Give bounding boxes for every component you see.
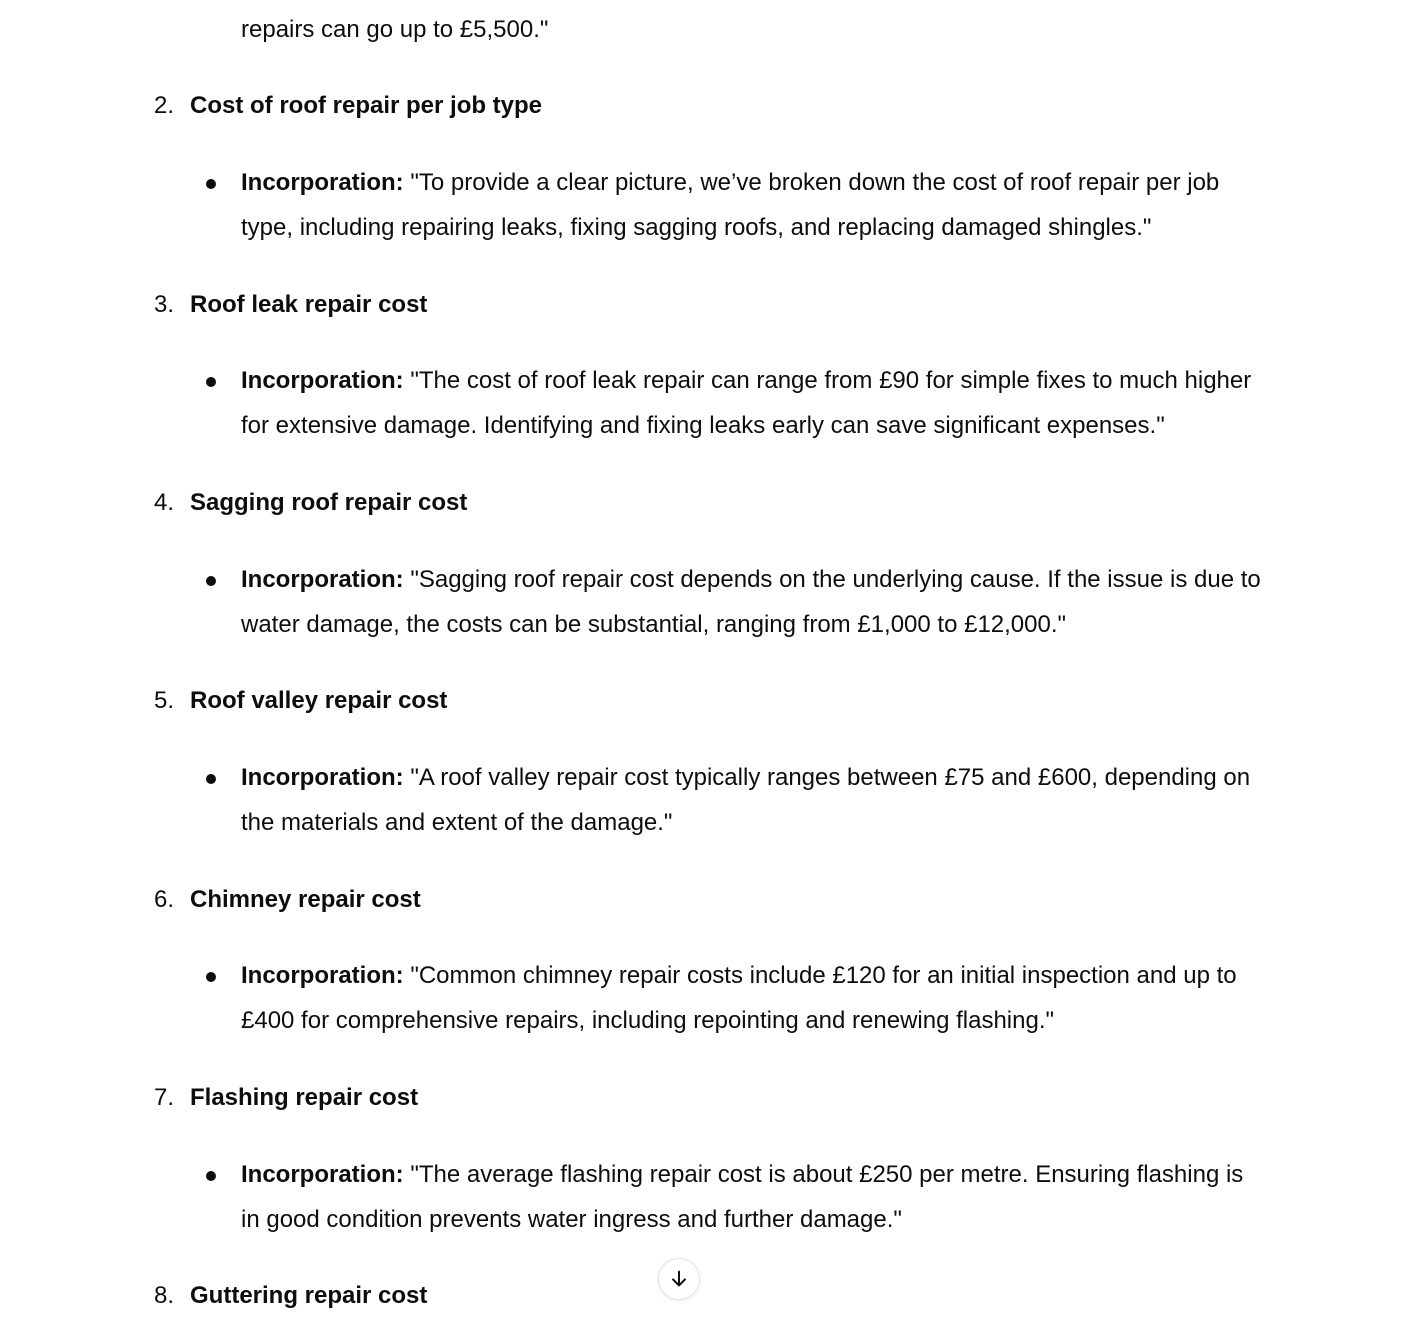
list-item-heading: Roof leak repair cost (190, 291, 428, 318)
list-item-number: 2. (154, 92, 175, 119)
list-item-heading: Chimney repair cost (190, 886, 421, 913)
list-item-number: 4. (154, 489, 175, 516)
bullet-text: "The average flashing repair cost is about £250 per metre. Ensuring flashing is (410, 1161, 1244, 1188)
incorporation-label: Incorporation: (241, 367, 404, 394)
bullet-text-line (241, 1159, 1243, 1191)
previous-bullet-tail: repairs can go up to £5,500." (241, 16, 549, 43)
incorporation-label: Incorporation: (241, 169, 404, 196)
incorporation-label: Incorporation: (241, 1161, 404, 1188)
list-item-number: 5. (154, 687, 175, 714)
bullet-dot (206, 1171, 216, 1181)
bullet-text: "Sagging roof repair cost depends on the underlying cause. If the issue is due to (410, 566, 1261, 593)
bullet-dot (206, 179, 216, 189)
list-item-heading: Cost of roof repair per job type (190, 92, 543, 119)
bullet-dot (206, 377, 216, 387)
bullet-text: "Common chimney repair costs include £120 for an initial inspection and up to (410, 962, 1237, 989)
bullet-dot (206, 972, 216, 982)
list-item-heading: Sagging roof repair cost (190, 489, 468, 516)
scroll-to-bottom-button[interactable] (658, 1258, 700, 1300)
list-item-number: 7. (154, 1084, 175, 1111)
arrow-down-icon (668, 1268, 690, 1290)
list-item-number: 6. (154, 886, 175, 913)
list-item-heading: Roof valley repair cost (190, 687, 448, 714)
list-item-heading: Guttering repair cost (190, 1282, 428, 1309)
incorporation-label: Incorporation: (241, 962, 404, 989)
bullet-dot (206, 576, 216, 586)
bullet-text: "A roof valley repair cost typically ranges between £75 and £600, depending on (410, 764, 1251, 791)
incorporation-label: Incorporation: (241, 566, 404, 593)
list-item-heading: Flashing repair cost (190, 1084, 419, 1111)
bullet-text-line: £400 for comprehensive repairs, including repointing and renewing flashing." (241, 1007, 1055, 1034)
bullet-text-line: type, including repairing leaks, fixing sagging roofs, and replacing damaged shingles." (241, 214, 1152, 241)
incorporation-label: Incorporation: (241, 764, 404, 791)
bullet-text-line: water damage, the costs can be substantial, ranging from £1,000 to £12,000." (241, 611, 1067, 638)
bullet-text-line: in good condition prevents water ingress and further damage." (241, 1206, 902, 1233)
bullet-text-line (241, 762, 1250, 794)
bullet-text-line: the materials and extent of the damage." (241, 809, 673, 836)
bullet-text-line: for extensive damage. Identifying and fixing leaks early can save significant expenses." (241, 412, 1165, 439)
bullet-dot (206, 774, 216, 784)
bullet-text: "The cost of roof leak repair can range from £90 for simple fixes to much higher (410, 367, 1252, 394)
bullet-text-line (241, 167, 1219, 199)
list-item-number: 8. (154, 1282, 175, 1309)
bullet-text-line (241, 960, 1237, 992)
bullet-text-line (241, 365, 1251, 397)
bullet-text-line (241, 564, 1261, 596)
list-item-number: 3. (154, 291, 175, 318)
bullet-text: "To provide a clear picture, we’ve broken down the cost of roof repair per job (410, 169, 1220, 196)
